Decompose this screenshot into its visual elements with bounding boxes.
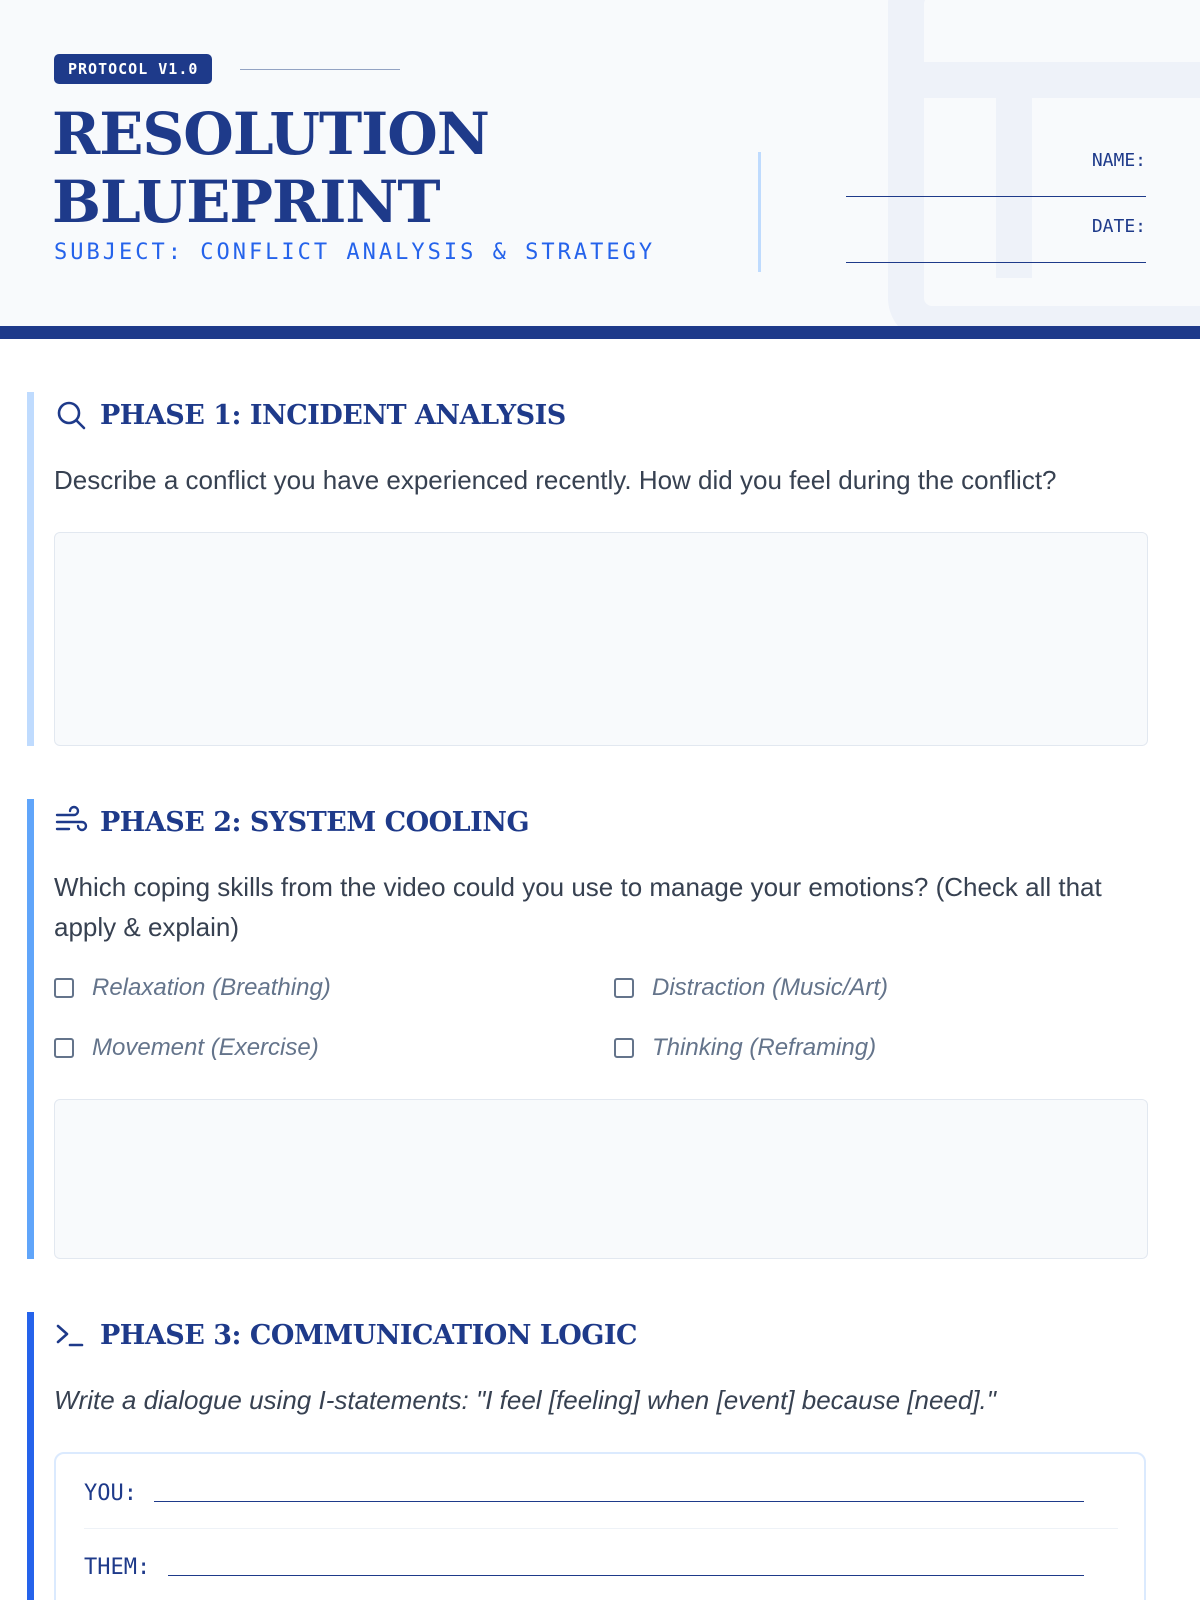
you-label: YOU: [84,1481,137,1506]
dialogue-line-them[interactable] [84,1540,1104,1590]
checkbox[interactable] [54,1038,74,1058]
checkbox[interactable] [614,1038,634,1058]
header-accent-bar [0,326,1200,339]
option-relaxation[interactable] [54,971,331,1005]
phase-1-answer-box[interactable] [54,532,1148,746]
phase-1-section [27,392,1174,746]
them-label: THEM: [84,1555,151,1580]
protocol-badge: PROTOCOL V1.0 [54,54,212,84]
badge-rule [240,69,400,70]
phase-2-prompt: Which coping skills from the video could you use to manage your emotions? (Check all that apply & explain) [54,872,1102,942]
dialogue-line-you[interactable] [84,1466,1104,1516]
phase-2-heading [54,803,1174,843]
option-label: Thinking (Reframing) [652,1034,877,1061]
phase-2-answer-box[interactable] [54,1099,1148,1259]
wind-icon [54,805,88,839]
page-title [52,100,489,236]
phase-3-heading [54,1316,1174,1356]
option-distraction[interactable] [614,971,888,1005]
phase-3-prompt: Write a dialogue using I-statements: "I feel [feeling] when [event] because [need]." [54,1385,997,1415]
phase-1-heading [54,396,1174,436]
them-answer-line[interactable] [168,1575,1084,1576]
phase-2-title: PHASE 2: SYSTEM COOLING [100,807,530,838]
name-label: NAME: [1091,150,1146,171]
phase-3-title: PHASE 3: COMMUNICATION LOGIC [100,1320,637,1351]
phase-1-prompt: Describe a conflict you have experienced recently. How did you feel during the conflict? [54,465,1057,495]
phase-3-section [27,1312,1174,1600]
phase-1-title: PHASE 1: INCIDENT ANALYSIS [100,400,566,431]
dialogue-box [54,1452,1146,1600]
option-label: Relaxation (Breathing) [92,974,331,1001]
decorative-bar [924,62,1200,98]
phase-2-section [27,799,1174,1259]
worksheet-header [0,0,1200,326]
terminal-icon [54,1318,88,1352]
date-field[interactable] [846,216,1146,263]
header-divider [758,152,761,272]
you-answer-line[interactable] [154,1501,1084,1502]
dialogue-separator [84,1528,1118,1529]
title-line-1: RESOLUTION [52,100,489,168]
option-movement[interactable] [54,1031,319,1065]
checkbox[interactable] [614,978,634,998]
option-thinking[interactable] [614,1031,876,1065]
option-label: Distraction (Music/Art) [652,974,889,1001]
option-label: Movement (Exercise) [92,1034,319,1061]
title-line-2: BLUEPRINT [52,168,440,236]
subject-line: SUBJECT: CONFLICT ANALYSIS & STRATEGY [54,240,656,265]
date-label: DATE: [1091,216,1146,237]
checkbox[interactable] [54,978,74,998]
search-icon [54,398,88,432]
name-field[interactable] [846,150,1146,197]
